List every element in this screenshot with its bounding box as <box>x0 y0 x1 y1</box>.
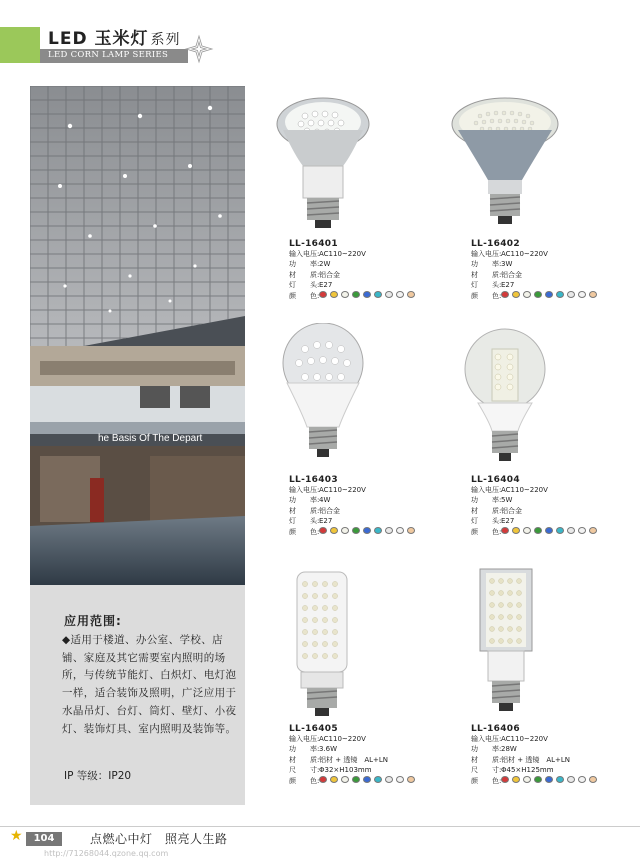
color-dot <box>501 527 509 534</box>
color-dot <box>319 776 327 783</box>
color-dot <box>501 776 509 783</box>
product-image-16401 <box>275 96 371 236</box>
product-model: LL-16405 <box>289 724 338 734</box>
color-dot <box>341 527 349 534</box>
color-dot <box>523 291 531 298</box>
color-dot <box>534 776 542 783</box>
product-specs: 输入电压:AC110~220V 功 率:3.6W 材 质:铝材 + 透镜 AL+LN 尺 寸:Φ32×H103mm 颜 色: <box>289 734 418 786</box>
color-dot <box>567 527 575 534</box>
color-dot <box>396 776 404 783</box>
color-dot <box>319 527 327 534</box>
color-dot <box>352 776 360 783</box>
star-icon: ★ <box>10 828 23 844</box>
color-dot <box>352 291 360 298</box>
color-dot <box>407 291 415 298</box>
color-dot <box>341 291 349 298</box>
product-16401 <box>289 239 418 301</box>
application-title: 应用范围: <box>64 614 122 628</box>
color-dot <box>545 776 553 783</box>
color-dot <box>512 776 520 783</box>
product-model: LL-16401 <box>289 239 338 249</box>
color-dot <box>556 776 564 783</box>
color-swatches <box>501 527 600 537</box>
photo-wall-text: he Basis Of The Depart <box>98 433 203 444</box>
color-dot <box>396 291 404 298</box>
product-16405 <box>289 724 418 786</box>
product-image-16406 <box>478 567 534 719</box>
color-dot <box>374 527 382 534</box>
interior-photo <box>30 86 245 585</box>
product-16406 <box>471 724 600 786</box>
page-title: LED 玉米灯 系列 <box>48 29 181 49</box>
color-dot <box>567 291 575 298</box>
product-specs: 输入电压:AC110~220V 功 率:2W 材 质:铝合金 灯 头:E27 颜 色: <box>289 249 418 301</box>
color-swatches <box>319 527 418 537</box>
product-16402 <box>471 239 600 301</box>
color-dot <box>385 776 393 783</box>
ip-rating: IP 等级：IP20 <box>64 770 132 782</box>
color-dot <box>545 291 553 298</box>
color-dot <box>374 291 382 298</box>
color-dot <box>512 291 520 298</box>
color-dot <box>385 527 393 534</box>
product-image-16405 <box>293 568 351 720</box>
color-dot <box>567 776 575 783</box>
color-dot <box>407 776 415 783</box>
color-dot <box>534 291 542 298</box>
color-dot <box>330 527 338 534</box>
color-dot <box>545 527 553 534</box>
color-dot <box>363 291 371 298</box>
color-swatches <box>501 776 600 786</box>
color-dot <box>523 527 531 534</box>
color-dot <box>363 776 371 783</box>
color-dot <box>512 527 520 534</box>
color-dot <box>396 527 404 534</box>
product-model: LL-16403 <box>289 475 338 485</box>
color-dot <box>374 776 382 783</box>
color-dot <box>534 527 542 534</box>
color-dot <box>363 527 371 534</box>
color-dot <box>407 527 415 534</box>
color-dot <box>556 527 564 534</box>
product-16403 <box>289 475 418 537</box>
color-dot <box>341 776 349 783</box>
product-model: LL-16406 <box>471 724 520 734</box>
product-specs: 输入电压:AC110~220V 功 率:28W 材 质:铝材 + 透镜 AL+LN 尺 寸:Φ45×H125mm 颜 色: <box>471 734 600 786</box>
product-image-16402 <box>450 96 560 230</box>
product-model: LL-16402 <box>471 239 520 249</box>
color-dot <box>330 291 338 298</box>
color-swatches <box>319 776 418 786</box>
product-specs: 输入电压:AC110~220V 功 率:3W 材 质:铝合金 灯 头:E27 颜 色: <box>471 249 600 301</box>
color-dot <box>523 776 531 783</box>
header-accent-block <box>0 27 40 63</box>
color-dot <box>330 776 338 783</box>
color-dot <box>589 527 597 534</box>
color-dot <box>501 291 509 298</box>
color-swatches <box>319 291 418 301</box>
product-image-16404 <box>462 327 548 467</box>
color-dot <box>352 527 360 534</box>
product-specs: 输入电压:AC110~220V 功 率:4W 材 质:铝合金 灯 头:E27 颜 色: <box>289 485 418 537</box>
header-subtitle-bar <box>40 49 188 63</box>
color-dot <box>578 527 586 534</box>
product-16404 <box>471 475 600 537</box>
color-dot <box>578 776 586 783</box>
color-dot <box>556 291 564 298</box>
footer-slogan: 点燃心中灯 照亮人生路 <box>90 832 228 846</box>
product-model: LL-16404 <box>471 475 520 485</box>
application-description: ◆适用于楼道、办公室、学校、店铺、家庭及其它需要室内照明的场所，与传统节能灯、白炽灯、电灯泡一样，适合装饰及照明，广泛应用于水晶吊灯、台灯、筒灯、壁灯、小夜灯、装饰灯具、室内照明及装饰等。 <box>62 634 237 735</box>
product-image-16403 <box>277 323 369 463</box>
color-dot <box>319 291 327 298</box>
header-subtitle: LED CORN LAMP SERIES <box>48 50 169 60</box>
page-number: 104 <box>26 832 62 846</box>
sparkle-icon <box>184 34 214 64</box>
product-specs: 输入电压:AC110~220V 功 率:5W 材 质:铝合金 灯 头:E27 颜 色: <box>471 485 600 537</box>
color-dot <box>589 291 597 298</box>
color-dot <box>578 291 586 298</box>
color-swatches <box>501 291 600 301</box>
color-dot <box>385 291 393 298</box>
watermark-url: http://71268044.qzone.qq.com <box>44 849 169 858</box>
color-dot <box>589 776 597 783</box>
